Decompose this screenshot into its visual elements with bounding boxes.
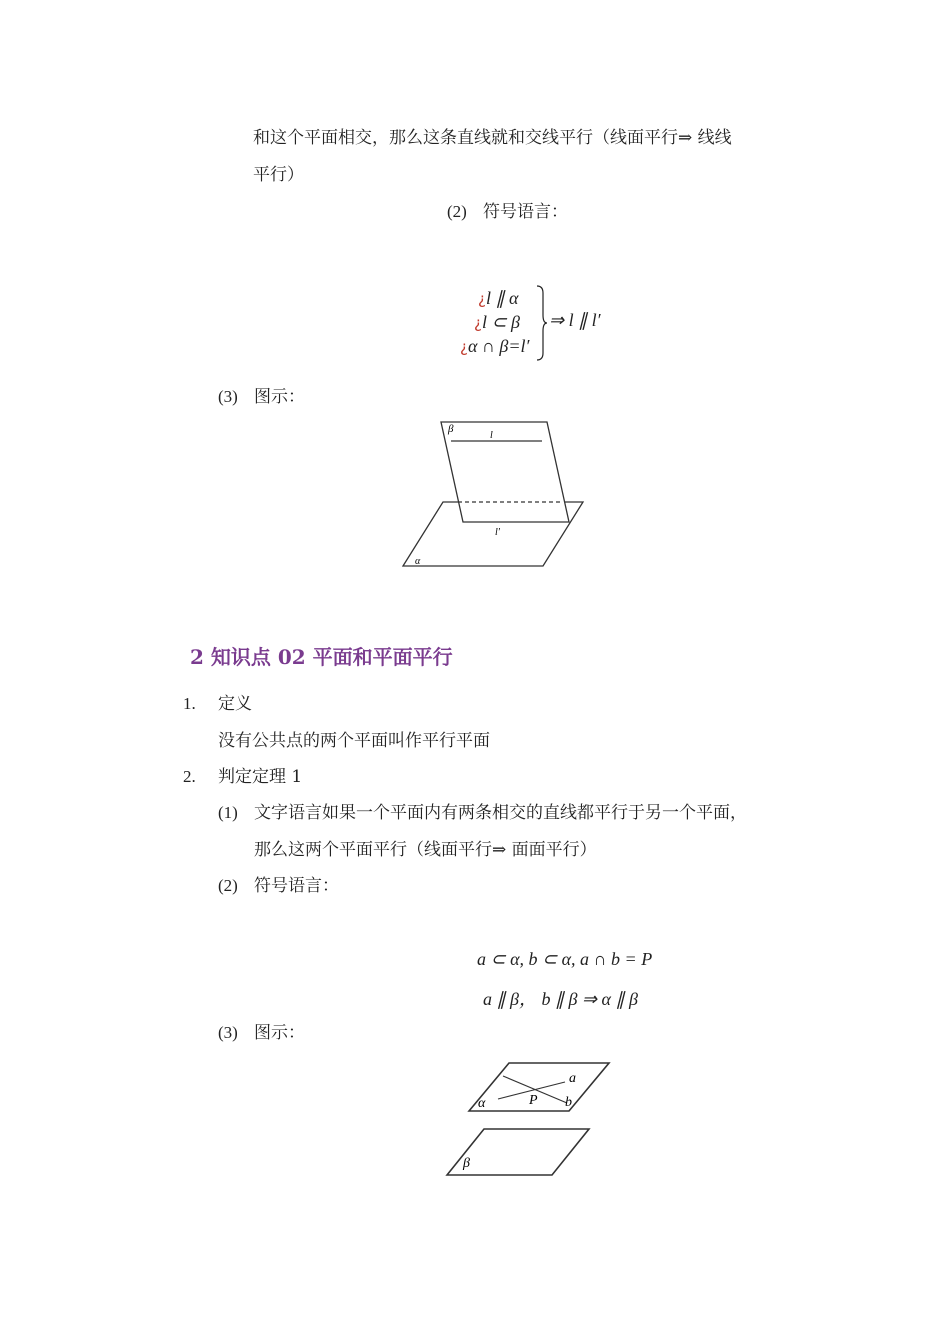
formula-line: a ∥ β， b ∥ β ⇒ α ∥ β [483, 989, 638, 1009]
formula-row-text: l ⊂ β [481, 312, 521, 332]
paragraph-line: 和这个平面相交，那么这条直线就和交线平行（线面平行⇒ 线线 [253, 128, 732, 148]
formula-line: a ⊂ α, b ⊂ α, a ∩ b = P [477, 949, 653, 969]
theorem-text-line: 那么这两个平面平行（线面平行⇒ 面面平行） [254, 840, 597, 860]
formula-row [474, 312, 520, 333]
item-label: 符号语言： [483, 202, 568, 222]
item-number: (2) [447, 202, 467, 221]
formula-row [460, 336, 529, 357]
label-l-prime: l′ [495, 527, 500, 538]
item-number: (1) [218, 803, 238, 822]
theorem-text-line: 文字语言如果一个平面内有两条相交的直线都平行于另一个平面， [254, 803, 747, 823]
formula-row-text: α ∩ β=l′ [467, 336, 530, 356]
label-b: b [565, 1095, 572, 1110]
list-label: 定义 [218, 694, 252, 714]
formula-row-text: l ∥ α [485, 288, 519, 308]
formula-marker: ¿ [478, 290, 486, 308]
item-label: 图示： [254, 387, 305, 407]
plane-alpha [469, 1063, 609, 1111]
plane-plane-parallel-figure [440, 1058, 620, 1183]
item-label: 图示： [254, 1023, 305, 1043]
label-alpha: α [415, 556, 421, 567]
label-P: P [529, 1093, 538, 1108]
list-label: 判定定理 1 [218, 767, 303, 787]
item-number: (2) [218, 876, 238, 895]
label-a: a [569, 1071, 576, 1086]
item-number: (3) [218, 1023, 238, 1042]
item-number: (3) [218, 387, 238, 406]
paragraph-line: 平行） [253, 165, 304, 185]
list-number: 2. [183, 767, 196, 786]
line-plane-parallel-figure [395, 410, 595, 575]
label-alpha: α [478, 1096, 486, 1111]
list-number: 1. [183, 694, 196, 713]
section-heading: 2 知识点 02 平面和平面平行 [190, 645, 453, 669]
label-beta: β [463, 1156, 470, 1171]
plane-beta [441, 422, 569, 522]
label-l: l [490, 430, 493, 441]
item-label: 符号语言： [254, 876, 339, 896]
right-brace-icon [535, 285, 549, 361]
formula-conclusion: ⇒ l ∥ l′ [549, 310, 601, 330]
label-beta: β [448, 423, 454, 435]
definition-text: 没有公共点的两个平面叫作平行平面 [218, 731, 490, 751]
formula-marker: ¿ [460, 338, 468, 356]
formula-marker: ¿ [474, 314, 482, 332]
formula-row [478, 288, 518, 309]
